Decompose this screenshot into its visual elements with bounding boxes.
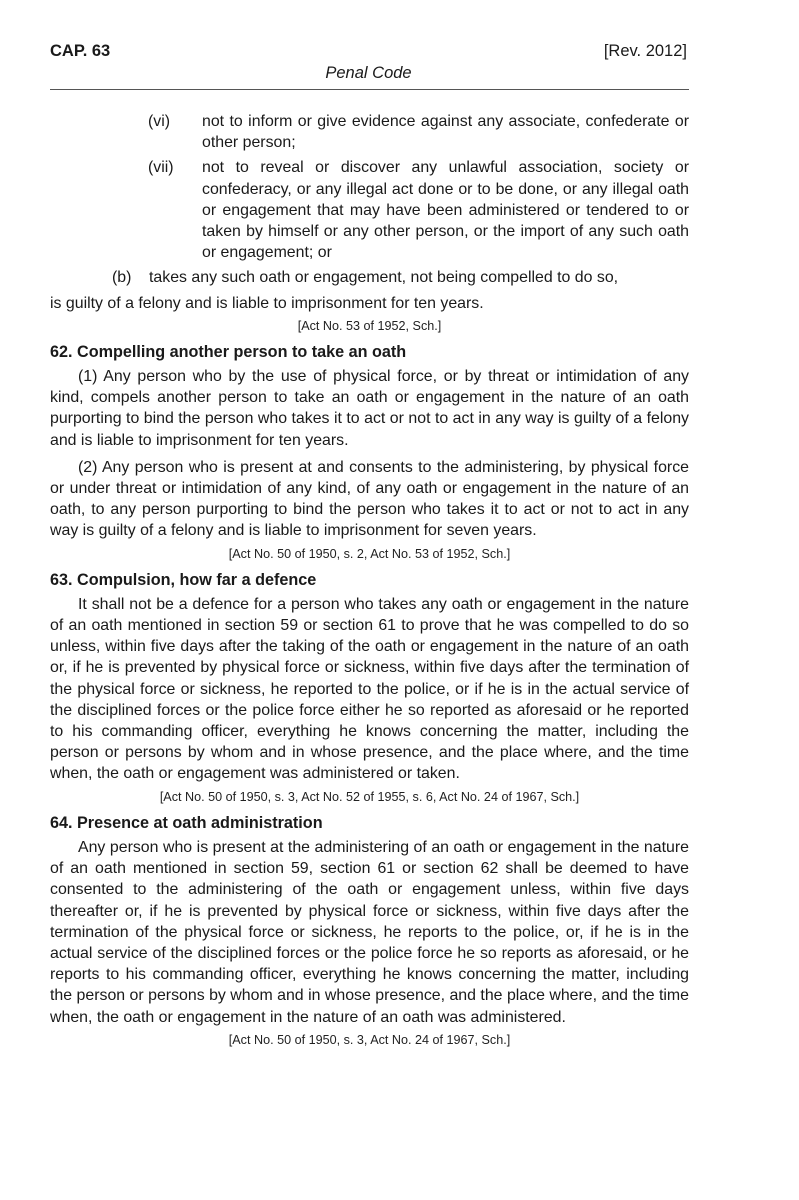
paragraph-number: (b) [112, 269, 132, 287]
paragraph-b [50, 267, 689, 288]
section-62 [50, 342, 689, 562]
sub-item-text: not to inform or give evidence against any associate, confederate or other person; [202, 113, 689, 152]
section-63 [50, 570, 689, 805]
section-paragraph: It shall not be a defence for a person who takes any oath or engagement in the nature of an oath mentioned in section 59 or section 61 to prove that he was compelled to do so unless, within five days after the taking of the oath or engagement in the nature of an oath or, if he is prevented by physical force or sickness, within five days after the termination of the physical force or sickness, he reported to the police, or if he is in the actual service of the disciplined forces or the police force either he so reported as aforesaid or he reported to his commanding officer, everything he knows concerning the matter, including the person or persons by whom and in whose presence, and the place where, and the time when, the oath or engagement was administered or taken. [50, 595, 689, 783]
paragraph-text: takes any such oath or engagement, not being compelled to do so, [149, 269, 619, 287]
citation: [Act No. 53 of 1952, Sch.] [297, 318, 442, 333]
document-body [50, 111, 689, 1048]
header-rule [50, 89, 689, 90]
section-heading: 63. Compulsion, how far a defence [50, 570, 317, 589]
citation: [Act No. 50 of 1950, s. 3, Act No. 52 of 1955, s. 6, Act No. 24 of 1967, Sch.] [159, 789, 580, 804]
sub-item-vi [50, 111, 689, 153]
section-paragraph: Any person who is present at the administering of an oath or engagement in the nature of an oath mentioned in section 59, section 61 or section 62 shall be deemed to have consented to the administering of the oath or engagement unless, within five days thereafter or, if he is prevented by physical force or sickness, within five days after the termination of the physical force or sickness, he reports to the police, or, if he is in the actual service of the disciplined forces or the police force he so reports as aforesaid, or he reports to his commanding officer, everything he knows concerning the matter, including the person or persons by whom and in whose presence, and the place where, and the time when, the oath or engagement in the nature of an oath was administered. [50, 838, 689, 1026]
section-paragraph: (1) Any person who by the use of physical force, or by threat or intimidation of any kind, compels another person to take an oath or engagement in the nature of an oath purporting to bind the person who takes it to act or not to act in any way is guilty of a felony and is liable to imprisonment for ten years. [50, 368, 689, 449]
running-title: Penal Code [325, 64, 412, 82]
sub-item-vii [50, 157, 689, 263]
penalty-conclusion: is guilty of a felony and is liable to imprisonment for ten years. [50, 294, 484, 312]
citation: [Act No. 50 of 1950, s. 2, Act No. 53 of 1952, Sch.] [228, 546, 511, 561]
chapter-label: CAP. 63 [50, 42, 111, 60]
sub-item-text: not to reveal or discover any unlawful association, society or confederacy, or any illegal act done or to be done, or any illegal oath or engagement that may have been administered or tendered to or taken by himself or any other person, or the import of any such oath or engagement; or [202, 159, 689, 262]
citation: [Act No. 50 of 1950, s. 3, Act No. 24 of 1967, Sch.] [228, 1032, 511, 1047]
sub-item-number: (vii) [148, 159, 174, 177]
section-paragraph: (2) Any person who is present at and consents to the administering, by physical force or under threat or intimidation of any kind, of any oath or engagement in the nature of an oath, to any person purporting to bind the person who takes it to act or not to act in any way is guilty of a felony and is liable to imprisonment for seven years. [50, 458, 689, 540]
section-heading: 62. Compelling another person to take an oath [50, 342, 407, 361]
sub-item-number: (vi) [148, 113, 171, 130]
section-64 [50, 813, 689, 1048]
section-heading: 64. Presence at oath administration [50, 813, 323, 832]
revision-label: [Rev. 2012] [603, 42, 687, 60]
